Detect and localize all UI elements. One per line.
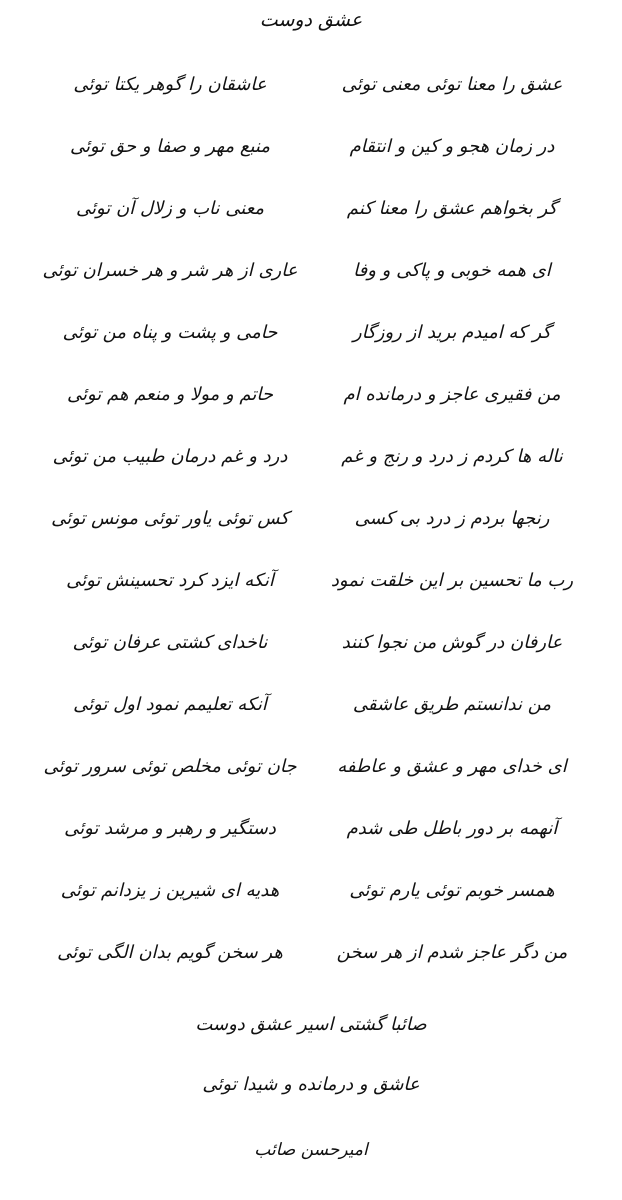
second-hemistich: هر سخن گویم بدان الگی توئی [57, 942, 283, 963]
first-hemistich: ناله ها کردم ز درد و رنج و غم [341, 446, 563, 467]
couplet [0, 868, 622, 930]
couplet [0, 806, 622, 868]
couplet [0, 434, 622, 496]
first-hemistich: من دگر عاجز شدم از هر سخن [336, 942, 568, 963]
couplet [0, 186, 622, 248]
first-hemistich: ای خدای مهر و عشق و عاطفه [337, 756, 567, 777]
first-hemistich: عارفان در گوش من نجوا کنند [341, 632, 563, 653]
first-hemistich: من ندانستم طریق عاشقی [352, 694, 552, 715]
second-hemistich: ناخدای کشتی عرفان توئی [72, 632, 268, 653]
second-hemistich: عاری از هر شر و هر خسران توئی [42, 260, 298, 281]
couplet [0, 682, 622, 744]
first-hemistich: در زمان هجو و کین و انتقام [349, 136, 555, 157]
first-hemistich: آنهمه بر دور باطل طی شدم [346, 818, 558, 839]
second-hemistich: حاتم و مولا و منعم هم توئی [66, 384, 274, 405]
second-hemistich: هدیه ای شیرین ز یزدانم توئی [60, 880, 280, 901]
first-hemistich: همسر خوبم توئی یارم توئی [349, 880, 555, 901]
couplet-list [0, 62, 622, 992]
first-hemistich: گر که امیدم برید از روزگار [353, 322, 551, 343]
first-hemistich: رنجها بردم ز درد بی کسی [354, 508, 550, 529]
poem-title: عشق دوست [259, 9, 363, 31]
first-hemistich: عشق را معنا توئی معنی توئی [341, 74, 563, 95]
couplet [0, 744, 622, 806]
first-hemistich: رب ما تحسین بر این خلقت نمود [330, 570, 574, 591]
closing-line: صائبا گشتی اسیر عشق دوست [195, 1014, 427, 1035]
couplet [0, 620, 622, 682]
second-hemistich: آنکه تعلیمم نمود اول توئی [73, 694, 267, 715]
couplet [0, 124, 622, 186]
closing-couplet [0, 1010, 622, 1130]
first-hemistich: ای همه خوبی و پاکی و وفا [353, 260, 551, 281]
couplet [0, 248, 622, 310]
second-hemistich: درد و غم درمان طبیب من توئی [52, 446, 288, 467]
second-hemistich: معنی ناب و زلال آن توئی [75, 198, 265, 219]
first-hemistich: من فقیری عاجز و درمانده ام [343, 384, 561, 405]
couplet [0, 930, 622, 992]
second-hemistich: عاشقان را گوهر یکتا توئی [73, 74, 267, 95]
second-hemistich: آنکه ایزد کرد تحسینش توئی [66, 570, 274, 591]
second-hemistich: جان توئی مخلص توئی سرور توئی [43, 756, 297, 777]
couplet [0, 372, 622, 434]
couplet [0, 558, 622, 620]
second-hemistich: کس توئی یاور توئی مونس توئی [51, 508, 289, 529]
couplet [0, 62, 622, 124]
second-hemistich: منبع مهر و صفا و حق توئی [69, 136, 270, 157]
first-hemistich: گر بخواهم عشق را معنا کنم [346, 198, 558, 219]
couplet [0, 310, 622, 372]
couplet [0, 496, 622, 558]
poet-signature: امیرحسن صائب [254, 1140, 368, 1160]
second-hemistich: حامی و پشت و پناه من توئی [62, 322, 278, 343]
second-hemistich: دستگیر و رهبر و مرشد توئی [64, 818, 276, 839]
closing-line: عاشق و درمانده و شیدا توئی [202, 1074, 420, 1095]
